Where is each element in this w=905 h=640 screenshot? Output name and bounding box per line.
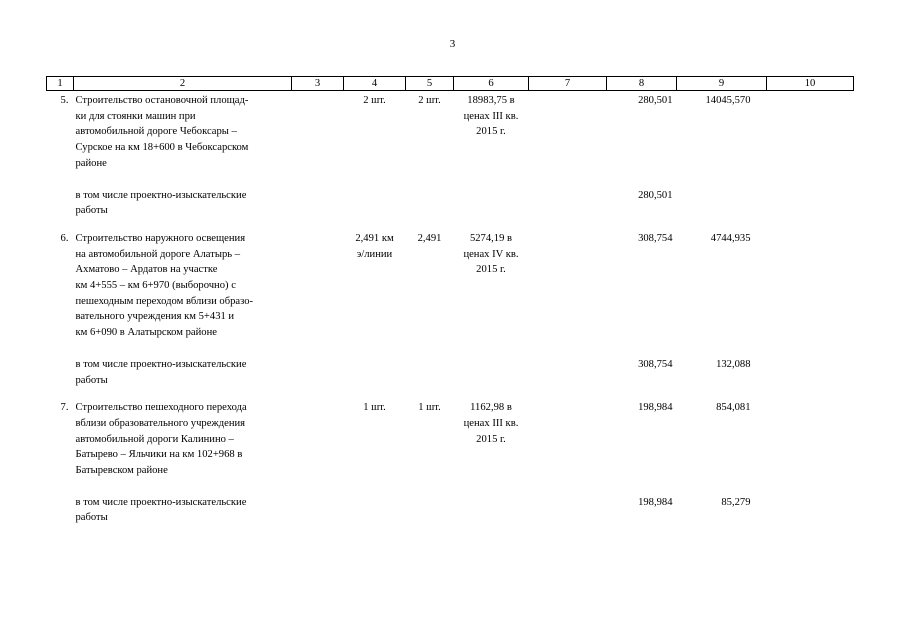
capacity-cell [406,172,454,219]
cell-line: Батыревском районе [75,465,168,477]
column-7-cell [529,91,607,172]
column-10-cell [767,219,854,341]
cell-line: в том числе проектно-изыскательские [75,189,247,201]
column-header-7: 7 [529,77,607,91]
capacity-cell: 1 шт. [418,402,441,414]
cell-line: пешеходным переходом вблизи образо- [75,295,254,307]
column-8-value-cell: 308,754 [638,358,673,370]
capacity-cell: 2 шт. [418,95,441,106]
column-header-4: 4 [344,77,406,91]
cell-line: ценах III кв. [463,417,519,429]
column-10-cell [767,341,854,388]
row-number-cell [47,341,74,388]
description-cell [74,341,292,388]
cost-estimate-cell [454,91,529,172]
column-8-value-cell: 308,754 [638,232,673,244]
cell-line: вательного учреждения км 5+431 и [75,311,235,323]
cell-line: работы [75,205,108,217]
column-9-value-cell: 14045,570 [705,95,751,106]
cell-line: на автомобильной дороге Алатырь – [75,248,241,260]
cost-estimate-cell [454,479,529,526]
cell-line: работы [75,512,108,524]
description-cell [74,219,292,341]
column-10-cell [767,388,854,479]
quantity-cell [344,479,406,526]
description-cell [74,172,292,219]
table-row [47,388,854,479]
column-9-value-cell [677,172,767,219]
description-cell [74,388,292,479]
column-header-5: 5 [406,77,454,91]
row-number-cell: 6. [60,232,69,244]
cell-line: Сурское на км 18+600 в Чебоксарском [75,142,249,154]
column-3-cell [292,219,344,341]
investment-table [46,76,854,526]
column-7-cell [529,219,607,341]
row-number-cell: 5. [60,95,69,106]
cell-line: автомобильной дороге Чебоксары – [75,126,237,138]
column-9-value-cell: 85,279 [721,496,751,508]
cell-line: 1162,98 в [470,402,512,414]
cost-estimate-cell [454,172,529,219]
cell-line: работы [75,374,108,386]
column-8-value-cell: 280,501 [638,95,673,106]
description-cell [74,91,292,172]
cell-line: ценах IV кв. [463,248,519,260]
cell-line: 2015 г. [476,264,506,276]
cell-line: 2015 г. [476,433,506,445]
column-header-1: 1 [47,77,74,91]
cell-line: районе [75,157,107,169]
column-3-cell [292,479,344,526]
column-header-10: 10 [767,77,854,91]
column-7-cell [529,388,607,479]
column-7-cell [529,479,607,526]
cell-line: км 4+555 – км 6+970 (выборочно) с [75,280,236,292]
column-header-6: 6 [454,77,529,91]
cell-line: 18983,75 в [467,95,515,106]
row-number-cell: 7. [60,402,69,414]
cell-line: Строительство остановочной площад- [75,95,249,106]
quantity-cell [344,172,406,219]
header-row [47,77,854,91]
column-header-8: 8 [607,77,677,91]
page-number: 3 [449,38,456,50]
column-10-cell [767,91,854,172]
column-8-value-cell: 198,984 [638,496,673,508]
cell-line: в том числе проектно-изыскательские [75,358,247,370]
cell-line: Строительство наружного освещения [75,232,246,244]
capacity-cell [406,479,454,526]
table-body [47,91,854,527]
column-3-cell [292,341,344,388]
row-number-cell [47,479,74,526]
quantity-cell [344,341,406,388]
cell-line: 2 шт. [363,95,386,106]
table-subrow [47,479,854,526]
column-7-cell [529,341,607,388]
table-row [47,91,854,172]
column-9-value-cell: 854,081 [716,402,751,414]
cell-line: Батырево – Яльчики на км 102+968 в [75,449,243,461]
cell-line: вблизи образовательного учреждения [75,417,246,429]
cost-estimate-cell [454,388,529,479]
column-8-value-cell: 280,501 [638,189,673,201]
column-header-3: 3 [292,77,344,91]
table-subrow [47,341,854,388]
column-3-cell [292,172,344,219]
cell-line: 2,491 км [355,232,394,244]
column-7-cell [529,172,607,219]
table-row [47,219,854,341]
cell-line: 2015 г. [476,126,506,138]
row-number-cell [47,172,74,219]
cell-line: ки для стоянки машин при [75,110,196,122]
cell-line: в том числе проектно-изыскательские [75,496,247,508]
quantity-cell [344,388,406,479]
cell-line: автомобильной дороги Калинино – [75,433,234,445]
cell-line: 1 шт. [363,402,386,414]
quantity-cell [344,91,406,172]
cost-estimate-cell [454,341,529,388]
column-8-value-cell: 198,984 [638,402,673,414]
cell-line: км 6+090 в Алатырском районе [75,327,217,339]
column-9-value-cell: 4744,935 [710,232,751,244]
cell-line: Строительство пешеходного перехода [75,402,247,414]
column-10-cell [767,479,854,526]
capacity-cell [406,341,454,388]
cell-line: ценах III кв. [463,110,519,122]
cost-estimate-cell [454,219,529,341]
column-10-cell [767,172,854,219]
quantity-cell [344,219,406,341]
column-3-cell [292,388,344,479]
cell-line: э/линии [356,248,393,260]
column-3-cell [292,91,344,172]
cell-line: 5274,19 в [469,232,513,244]
cell-line: Ахматово – Ардатов на участке [75,264,218,276]
column-header-9: 9 [677,77,767,91]
capacity-cell: 2,491 [417,232,442,244]
column-9-value-cell: 132,088 [716,358,751,370]
table-subrow [47,172,854,219]
column-header-2: 2 [74,77,292,91]
description-cell [74,479,292,526]
